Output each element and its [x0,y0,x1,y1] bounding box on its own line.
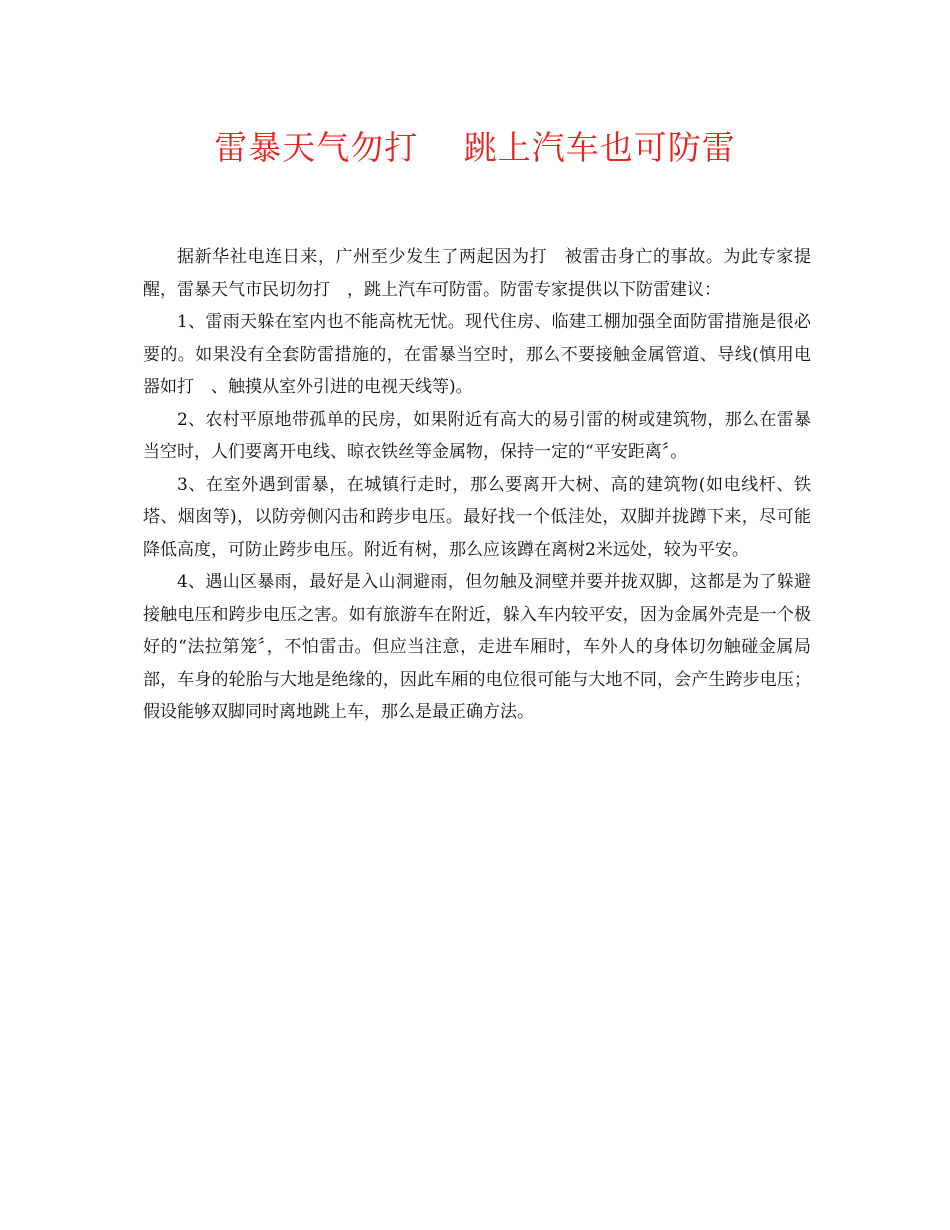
paragraph-advice-4: 4、遇山区暴雨，最好是入山洞避雨，但勿触及洞壁并要并拢双脚，这都是为了躲避接触电压和跨步电压之害。如有旅游车在附近，躲入车内较平安，因为金属外壳是一个极好的“法拉第笼〞，不怕雷击。但应当注意，走进车厢时，车外人的身体切勿触碰金属局部，车身的轮胎与大地是绝缘的，因此车厢的电位很可能与大地不同，会产生跨步电压；假设能够双脚同时离地跳上车，那么是最正确方法。 [143,572,811,722]
paragraph-advice-3: 3、在室外遇到雷暴，在城镇行走时，那么要离开大树、高的建筑物(如电线杆、铁塔、烟囱等)，以防旁侧闪击和跨步电压。最好找一个低洼处，双脚并拢蹲下来，尽可能降低高度，可防止跨步电压。附近有树，那么应该蹲在离树2米远处，较为平安。 [143,474,811,560]
paragraph-advice-2: 2、农村平原地带孤单的民房，如果附近有高大的易引雷的树或建筑物，那么在雷暴当空时，人们要离开电线、晾衣铁丝等金属物，保持一定的“平安距离〞。 [143,409,811,462]
article-body [143,241,811,729]
paragraph-intro: 据新华社电连日来，广州至少发生了两起因为打 被雷击身亡的事故。为此专家提醒，雷暴天气市民切勿打 ，跳上汽车可防雷。防雷专家提供以下防雷建议： [143,247,811,300]
paragraph-advice-1: 1、雷雨天躲在室内也不能高枕无忧。现代住房、临建工棚加强全面防雷措施是很必要的。如果没有全套防雷措施的，在雷暴当空时，那么不要接触金属管道、导线(慎用电器如打 、触摸从室外引进的电视天线等)。 [143,312,811,397]
page-title: 雷暴天气勿打 跳上汽车也可防雷 [214,128,736,167]
